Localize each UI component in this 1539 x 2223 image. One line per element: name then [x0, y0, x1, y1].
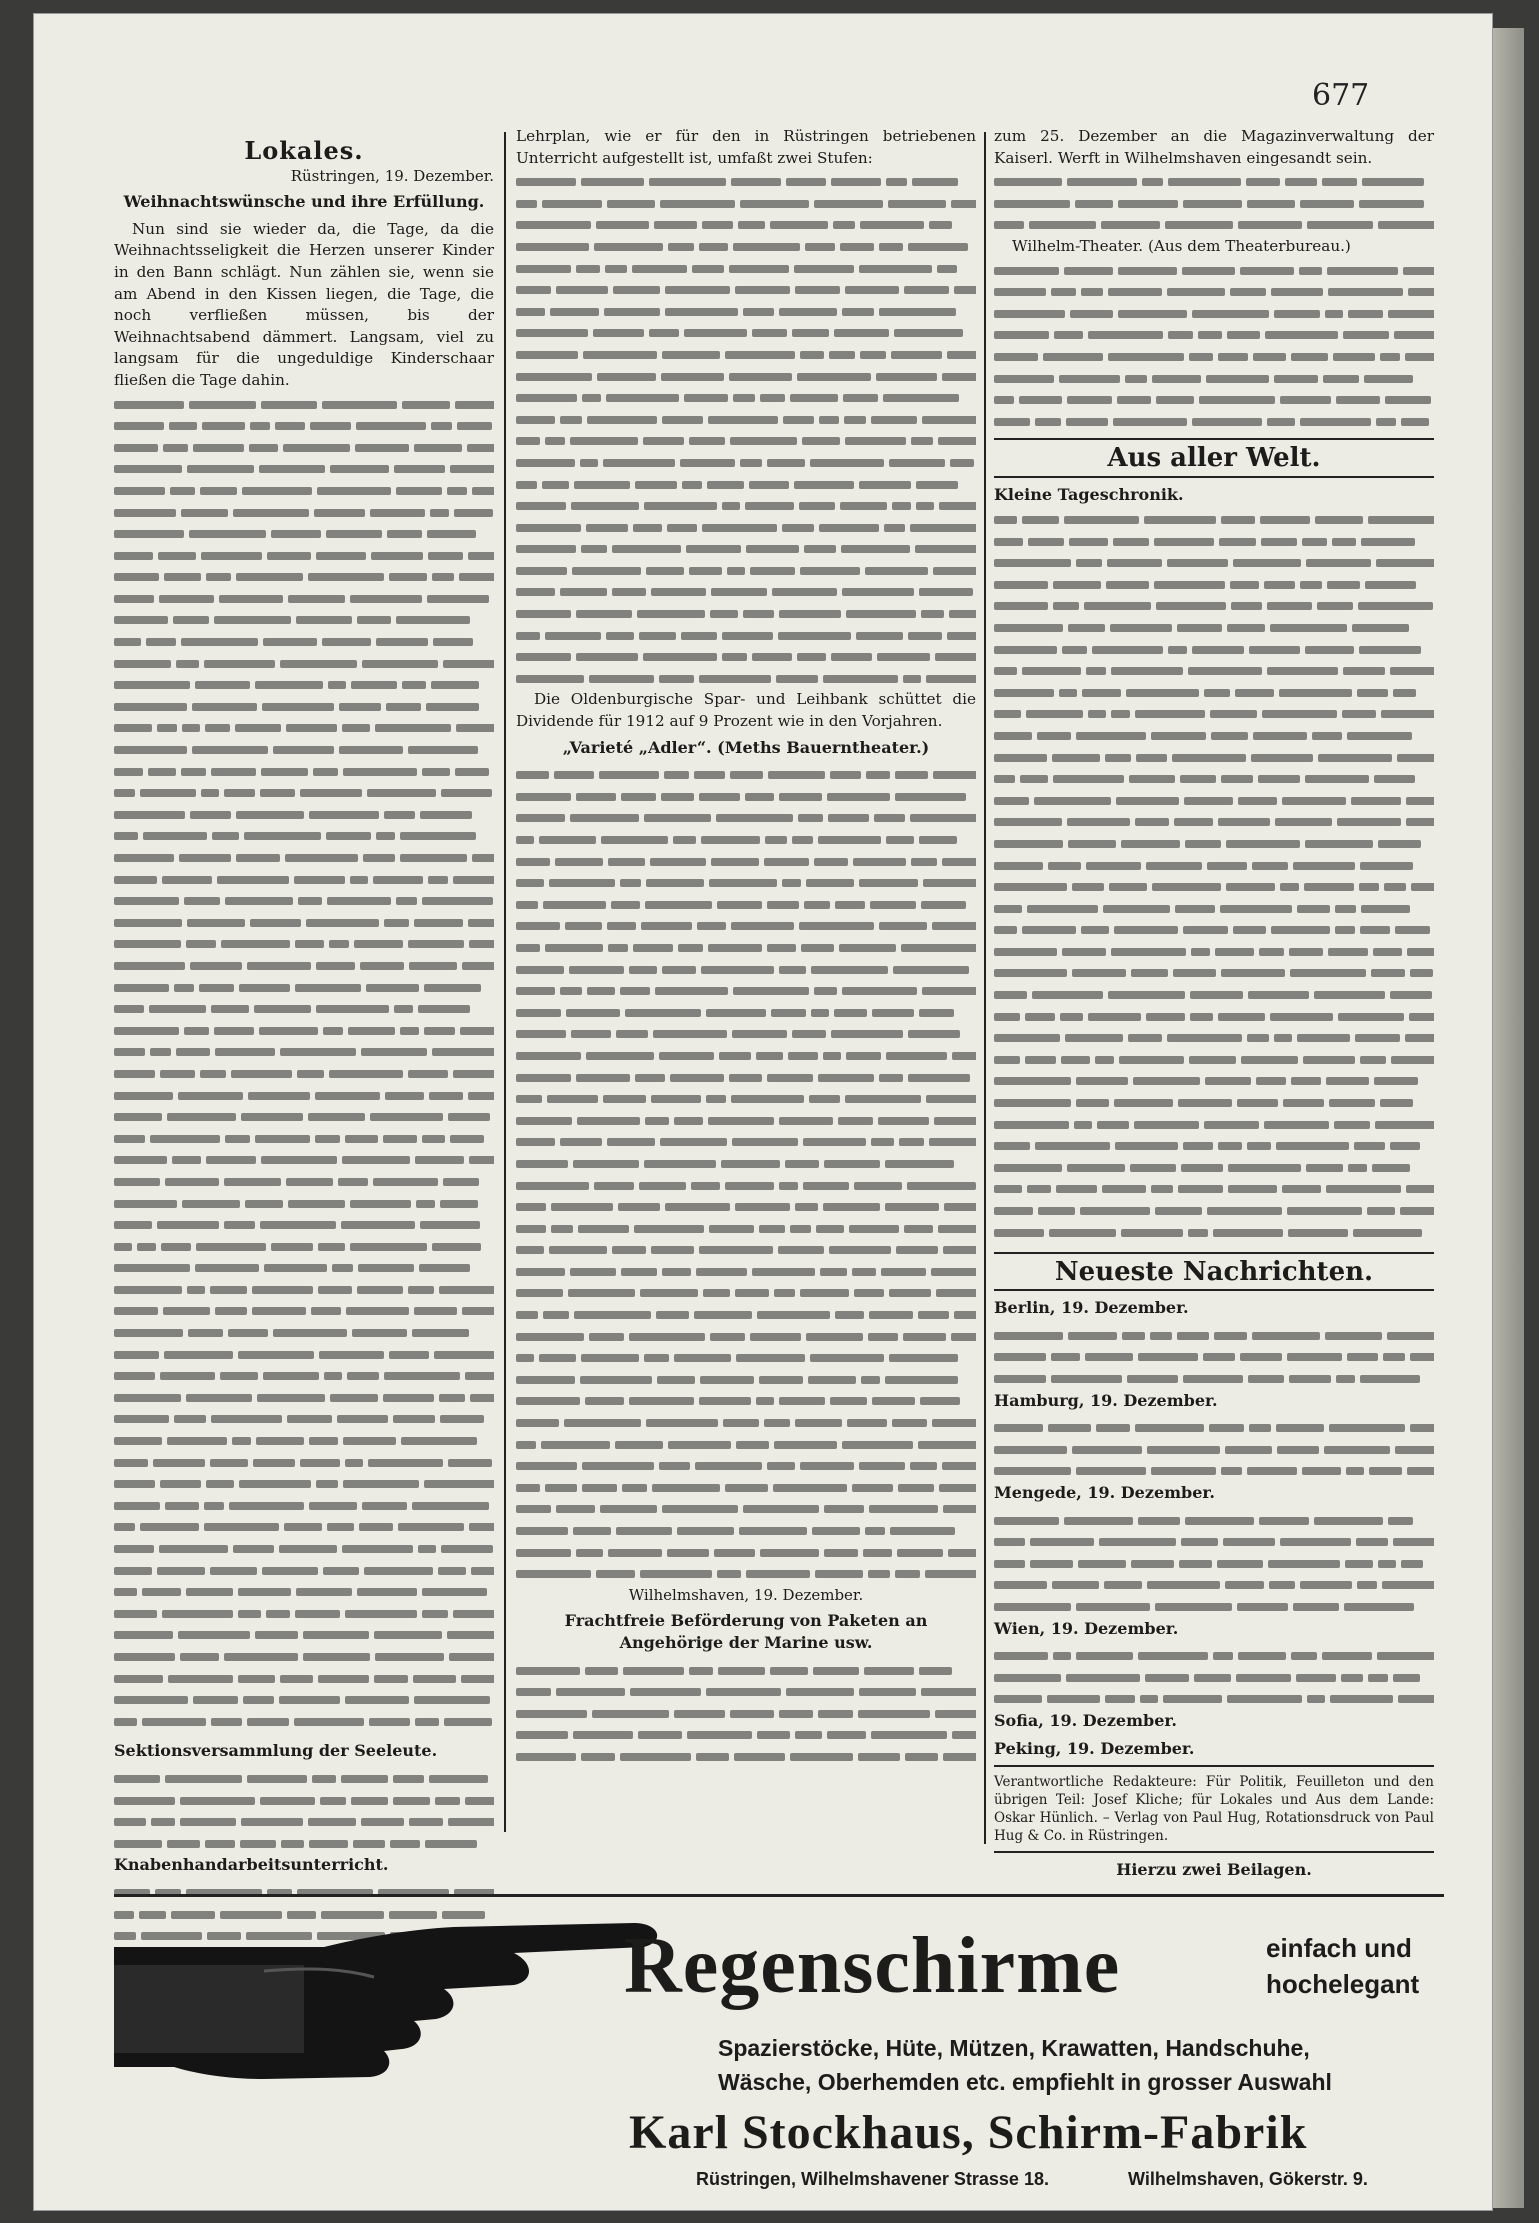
article-headline: Weihnachtswünsche und ihre Erfüllung. [123, 192, 485, 212]
text-line [114, 588, 494, 610]
text-line [516, 214, 976, 236]
text-line [994, 512, 1434, 534]
text-line [516, 851, 976, 873]
text-line [114, 804, 494, 826]
text-line [994, 922, 1434, 944]
text-line [114, 1430, 494, 1452]
text-line [994, 619, 1434, 641]
ad-address-left: Rüstringen, Wilhelmshavener Strasse 18. [696, 2169, 1049, 2189]
text-line [994, 411, 1434, 433]
text-line [114, 1624, 494, 1646]
text-line [114, 1344, 494, 1366]
text-line [114, 1538, 494, 1560]
text-line [114, 761, 494, 783]
text-line [114, 1106, 494, 1128]
column-3 [994, 126, 1434, 1880]
text-line [994, 171, 1434, 193]
text-line [516, 959, 976, 981]
text-line [114, 480, 494, 502]
text-line [994, 1138, 1434, 1160]
newspaper-page [34, 14, 1492, 2210]
imprint: Verantwortliche Redakteure: Für Politik, Feuilleton und den übrigen Teil: Josef Kliche; für Lokales und Aus dem Lande: Oskar Hünlich. – Verlag von Paul Hug, Rotationsdruck von Paul Hug & Co. in Rüstringen. [994, 1774, 1434, 1845]
dateline-wien: Wien, 19. Dezember. [994, 1618, 1179, 1638]
text-line [114, 566, 494, 588]
text-line [114, 1560, 494, 1582]
text-line [516, 517, 976, 539]
text-line [114, 1171, 494, 1193]
text-line [516, 807, 976, 829]
text-line [994, 1596, 1434, 1618]
text-line [994, 1667, 1434, 1689]
text-line [114, 437, 494, 459]
text-line [114, 1279, 494, 1301]
text-line [516, 894, 976, 916]
article-body-lines [114, 394, 494, 1733]
text-line [994, 879, 1434, 901]
text-line [114, 1689, 494, 1711]
text-line [516, 1660, 976, 1682]
text-line [516, 474, 976, 496]
text-line [994, 814, 1434, 836]
article-body-lines [516, 171, 976, 689]
text-line [994, 303, 1434, 325]
text-line [516, 937, 976, 959]
article-body-lines [994, 1325, 1434, 1390]
article-paragraph: Lehrplan, wie er für den in Rüstringen betriebenen Unterricht aufgestellt ist, umfaßt zwei Stufen: [516, 127, 976, 167]
text-line [516, 1131, 976, 1153]
text-line [994, 1553, 1434, 1575]
text-line [994, 281, 1434, 303]
text-line [516, 1563, 976, 1585]
text-line [994, 1645, 1434, 1667]
ad-tagline-1: einfach und [1266, 1933, 1412, 1963]
text-line [114, 609, 494, 631]
section-heading-aus-aller-welt: Aus aller Welt. [1107, 443, 1321, 474]
text-line [994, 1051, 1434, 1073]
text-line [114, 1603, 494, 1625]
ad-headline: Regenschirme [624, 1922, 1121, 2010]
text-line [516, 301, 976, 323]
text-line [114, 1768, 494, 1790]
text-line [516, 1218, 976, 1240]
text-line [516, 625, 976, 647]
text-line [114, 782, 494, 804]
text-line [114, 1833, 494, 1855]
text-line [516, 236, 976, 258]
text-line [516, 322, 976, 344]
dateline: Wilhelmshaven, 19. Dezember. [628, 1585, 864, 1604]
text-line [994, 1417, 1434, 1439]
text-line [994, 1510, 1434, 1532]
text-line [516, 193, 976, 215]
text-line [516, 1304, 976, 1326]
text-line [114, 717, 494, 739]
divider [994, 438, 1434, 440]
text-line [516, 366, 976, 388]
text-line [994, 1095, 1434, 1117]
text-line [994, 260, 1434, 282]
text-line [516, 409, 976, 431]
text-line [994, 900, 1434, 922]
text-line [994, 1688, 1434, 1710]
text-line [994, 1203, 1434, 1225]
pointing-hand-icon [114, 1907, 674, 2117]
supplements-note: Hierzu zwei Beilagen. [1116, 1860, 1312, 1880]
article-body-lines [994, 1510, 1434, 1618]
text-line [114, 1063, 494, 1085]
text-line [994, 792, 1434, 814]
text-line [994, 346, 1434, 368]
text-line [516, 1088, 976, 1110]
text-line [994, 663, 1434, 685]
column-2 [516, 126, 976, 1846]
divider [994, 1851, 1434, 1853]
text-line [994, 1181, 1434, 1203]
text-line [516, 1347, 976, 1369]
text-line [114, 933, 494, 955]
text-line [994, 1574, 1434, 1596]
text-line [114, 1811, 494, 1833]
article-body-lines [114, 1768, 494, 1854]
article-headline-variete: „Varieté „Adler“. (Meths Bauerntheater.) [562, 737, 930, 757]
article-headline-tageschronik: Kleine Tageschronik. [994, 484, 1184, 504]
text-line [994, 1116, 1434, 1138]
text-line [516, 1369, 976, 1391]
text-line [516, 1196, 976, 1218]
text-line [114, 394, 494, 416]
text-line [994, 965, 1434, 987]
text-line [114, 1193, 494, 1215]
text-line [516, 1703, 976, 1725]
text-line [114, 1473, 494, 1495]
text-line [516, 495, 976, 517]
text-line [516, 1746, 976, 1768]
dateline-mengede: Mengede, 19. Dezember. [994, 1483, 1215, 1503]
text-line [114, 1408, 494, 1430]
text-line [114, 998, 494, 1020]
text-line [516, 258, 976, 280]
text-line [114, 1516, 494, 1538]
text-line [516, 581, 976, 603]
text-line [994, 771, 1434, 793]
column-rule-2 [984, 132, 986, 1844]
text-line [516, 430, 976, 452]
advertisement [114, 1894, 1444, 2197]
text-line [516, 1239, 976, 1261]
dateline-peking: Peking, 19. Dezember. [994, 1738, 1195, 1758]
text-line [114, 1790, 494, 1812]
bank-notice: Die Oldenburgische Spar- und Leihbank schüttet die Dividende für 1912 auf 9 Prozent wie in den Vorjahren. [516, 690, 976, 731]
text-line [114, 890, 494, 912]
dateline-berlin: Berlin, 19. Dezember. [994, 1298, 1189, 1318]
text-line [994, 1346, 1434, 1368]
text-line [994, 835, 1434, 857]
text-line [994, 706, 1434, 728]
text-line [516, 1110, 976, 1132]
text-line [114, 847, 494, 869]
text-line [516, 1477, 976, 1499]
text-line [516, 1434, 976, 1456]
article-headline-knaben: Knabenhandarbeitsunterricht. [114, 1855, 389, 1875]
text-line [114, 1041, 494, 1063]
text-line [994, 749, 1434, 771]
text-line [114, 739, 494, 761]
text-line [994, 368, 1434, 390]
dateline-sofia: Sofia, 19. Dezember. [994, 1710, 1177, 1730]
text-line [114, 1365, 494, 1387]
text-line [516, 1542, 976, 1564]
text-line [994, 1159, 1434, 1181]
text-line [114, 545, 494, 567]
text-line [114, 523, 494, 545]
ad-address-right: Wilhelmshaven, Gökerstr. 9. [1128, 2169, 1368, 2189]
section-heading-neueste-nachrichten: Neueste Nachrichten. [1054, 1256, 1374, 1287]
text-line [516, 786, 976, 808]
article-body-lines [516, 1660, 976, 1768]
ad-line-1: Spazierstöcke, Hüte, Mützen, Krawatten, Handschuhe, [718, 2035, 1310, 2061]
article-body-lines [994, 512, 1434, 1246]
text-line [994, 641, 1434, 663]
text-line [994, 1531, 1434, 1553]
text-line [114, 1236, 494, 1258]
text-line [516, 646, 976, 668]
text-line [516, 872, 976, 894]
text-line [516, 603, 976, 625]
text-line [516, 1326, 976, 1348]
text-line [114, 825, 494, 847]
text-line [516, 915, 976, 937]
divider [994, 1765, 1434, 1767]
text-line [516, 1261, 976, 1283]
text-line [114, 502, 494, 524]
text-line [994, 1073, 1434, 1095]
ad-firm-name: Karl Stockhaus, Schirm-Fabrik [629, 2106, 1308, 2159]
text-line [114, 653, 494, 675]
article-body-lines [994, 171, 1434, 236]
text-line [516, 1067, 976, 1089]
text-line [516, 1724, 976, 1746]
page-number: 677 [1312, 78, 1370, 113]
text-line [114, 1581, 494, 1603]
text-line [516, 1520, 976, 1542]
text-line [114, 1711, 494, 1733]
text-line [994, 1460, 1434, 1482]
text-line [994, 684, 1434, 706]
text-line [994, 943, 1434, 965]
text-line [516, 829, 976, 851]
text-line [114, 869, 494, 891]
text-line [994, 1439, 1434, 1461]
text-line [114, 1085, 494, 1107]
text-line [994, 214, 1434, 236]
text-line [516, 668, 976, 690]
text-line [114, 458, 494, 480]
text-line [994, 857, 1434, 879]
divider [994, 476, 1434, 478]
divider [994, 1289, 1434, 1291]
text-line [994, 555, 1434, 577]
text-line [516, 1455, 976, 1477]
text-line [114, 1020, 494, 1042]
text-line [994, 533, 1434, 555]
article-paragraph: Nun sind sie wieder da, die Tage, da die Weihnachtsseligkeit die Herzen unserer Kinder in den Bann schlägt. Nun zählen sie, wenn sie am Abend in den Kissen liegen, die Tage, die noch verfließen müssen, bis der Weihnachtsabend dämmert. Langsam, viel zu langsam für die ungeduldige Kinderschaar fließen die Tage dahin. [114, 219, 494, 389]
text-line [114, 631, 494, 653]
text-line [516, 1153, 976, 1175]
text-line [516, 980, 976, 1002]
text-line [516, 344, 976, 366]
dateline: Rüstringen, 19. Dezember. [290, 166, 494, 185]
text-line [994, 727, 1434, 749]
text-line [994, 389, 1434, 411]
column-1 [114, 134, 494, 1875]
text-line [994, 193, 1434, 215]
text-line [994, 987, 1434, 1009]
text-line [114, 912, 494, 934]
text-line [994, 1030, 1434, 1052]
divider [994, 1252, 1434, 1254]
text-line [516, 1390, 976, 1412]
section-heading-lokales: Lokales. [244, 136, 364, 165]
text-line [516, 1498, 976, 1520]
text-line [114, 1322, 494, 1344]
text-line [114, 1257, 494, 1279]
text-line [516, 1412, 976, 1434]
text-line [994, 1008, 1434, 1030]
article-body-lines [516, 764, 976, 1585]
article-body-lines [994, 1417, 1434, 1482]
article-paragraph: zum 25. Dezember an die Magazinverwaltung der Kaiserl. Werft in Wilhelmshaven eingesandt sein. [994, 127, 1434, 167]
text-line [114, 1646, 494, 1668]
text-line [516, 452, 976, 474]
text-line [114, 955, 494, 977]
text-line [994, 324, 1434, 346]
dateline-hamburg: Hamburg, 19. Dezember. [994, 1390, 1218, 1410]
column-rule-1 [504, 132, 506, 1832]
text-line [994, 576, 1434, 598]
text-line [516, 560, 976, 582]
text-line [114, 1668, 494, 1690]
text-line [114, 1300, 494, 1322]
text-line [994, 1224, 1434, 1246]
text-line [516, 1681, 976, 1703]
text-line [516, 1282, 976, 1304]
text-line [516, 1175, 976, 1197]
text-line [516, 387, 976, 409]
text-line [516, 1002, 976, 1024]
text-line [994, 598, 1434, 620]
text-line [114, 1149, 494, 1171]
text-line [114, 1214, 494, 1236]
article-body-lines [994, 260, 1434, 433]
text-line [994, 1325, 1434, 1347]
text-line [994, 1368, 1434, 1390]
text-line [114, 1128, 494, 1150]
article-headline-fracht: Frachtfreie Beförderung von Paketen an Angehörige der Marine usw. [564, 1611, 928, 1652]
text-line [114, 1387, 494, 1409]
text-line [114, 674, 494, 696]
text-line [516, 764, 976, 786]
text-line [516, 171, 976, 193]
text-line [114, 415, 494, 437]
text-line [114, 696, 494, 718]
ad-tagline-2: hochelegant [1266, 1969, 1420, 1999]
article-headline-seeleute: Sektionsversammlung der Seeleute. [114, 1741, 438, 1761]
text-line [114, 1452, 494, 1474]
text-line [516, 279, 976, 301]
text-line [516, 1023, 976, 1045]
theater-notice: Wilhelm-Theater. (Aus dem Theaterbureau.) [1012, 236, 1351, 255]
text-line [516, 538, 976, 560]
text-line [114, 977, 494, 999]
article-body-lines [994, 1645, 1434, 1710]
text-line [114, 1495, 494, 1517]
ad-line-2: Wäsche, Oberhemden etc. empfiehlt in grosser Auswahl [718, 2069, 1332, 2095]
text-line [516, 1045, 976, 1067]
